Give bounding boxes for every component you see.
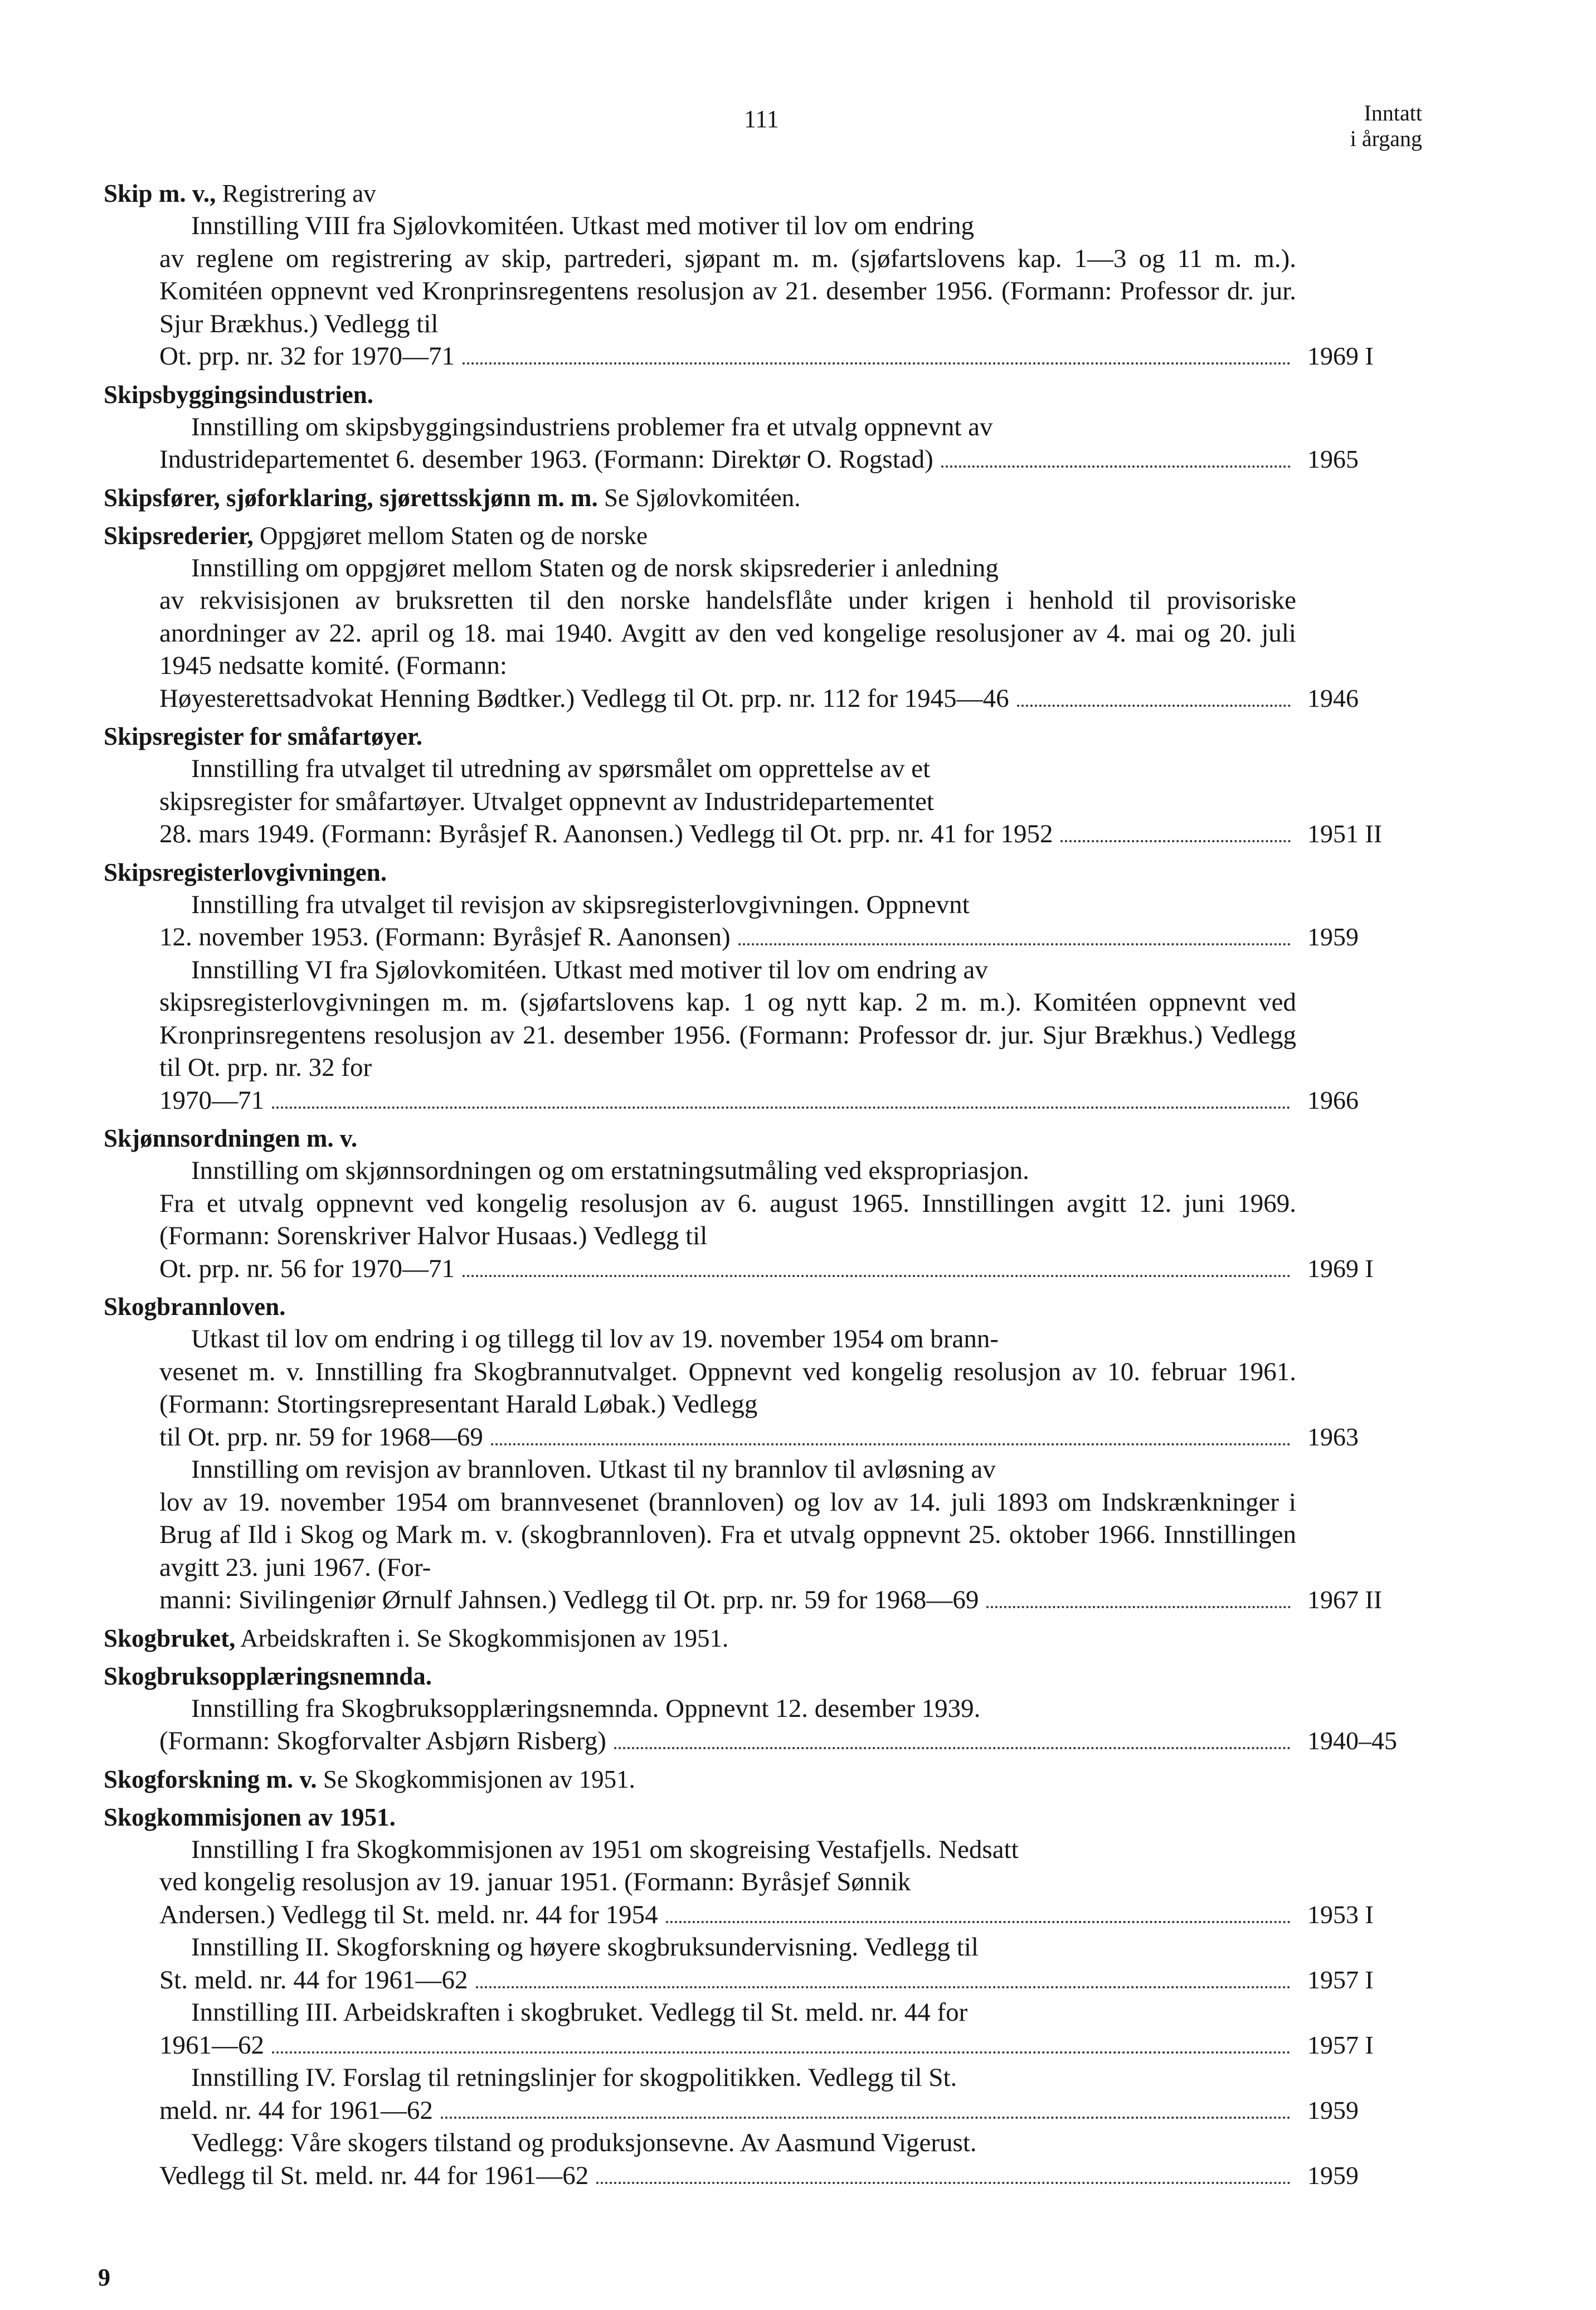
reference-last-line: Ot. prp. nr. 56 for 1970—71	[159, 1254, 455, 1283]
entry-reference	[104, 1692, 1419, 1758]
reference-last-line: Ot. prp. nr. 32 for 1970—71	[159, 342, 455, 371]
dot-leader	[491, 1443, 1291, 1445]
reference-first-line: Innstilling om revisjon av brannloven. Utkast til ny brannlov til avløsning av	[191, 1455, 996, 1484]
reference-first-line: Innstilling fra utvalget til utredning av spørsmålet om opprettelse av et	[191, 754, 931, 783]
volume-year: 1946	[1307, 683, 1359, 712]
entry-heading	[104, 520, 1419, 552]
entry-heading	[104, 1801, 1419, 1833]
index-entry	[104, 856, 1419, 1117]
reference-last-line: Vedlegg til St. meld. nr. 44 for 1961—62	[159, 2161, 589, 2190]
dot-leader	[476, 1986, 1291, 1988]
entry-heading-keyword: Skjønnsordningen m. v.	[104, 1124, 358, 1152]
dot-leader	[738, 943, 1291, 945]
volume-year: 1969 I	[1307, 342, 1374, 370]
index-entry	[104, 482, 1419, 514]
reference-last-line: 1970—71	[159, 1085, 264, 1115]
page-number: 111	[744, 105, 779, 133]
entry-heading-rest: Arbeidskraften i. Se Skogkommisjonen av 1951.	[235, 1624, 729, 1652]
reference-first-line: Innstilling om skjønnsordningen og om erstatningsutmåling ved ekspropriasjon.	[191, 1156, 1029, 1185]
entry-heading-rest: Registrering av	[216, 179, 376, 207]
entry-heading-keyword: Skipsbyggingsindustrien.	[104, 380, 373, 409]
reference-body: lov av 19. november 1954 om brannvesenet (brannloven) og lov av 14. juli 1893 om Indskrænkninger i Brug af Ild i Skog og Mark m. v. (skogbrannloven). Fra et utvalg oppnevnt 25. oktober 1966. Innstillingen avgitt 23. juni 1967. (For-	[159, 1487, 1296, 1582]
entry-heading-keyword: Skipsregister for småfartøyer.	[104, 722, 423, 750]
reference-last-line: Andersen.) Vedlegg til St. meld. nr. 44 for 1954	[159, 1900, 658, 1929]
index-entry	[104, 177, 1419, 373]
reference-last-line: St. meld. nr. 44 for 1961—62	[159, 1965, 468, 1994]
reference-body: skipsregisterlovgivningen m. m. (sjøfartslovens kap. 1 og nytt kap. 2 m. m.). Komitéen oppnevnt ved Kronprinsregentens resolusjon av 21. desember 1956. (Formann: Professor dr. jur. Sjur Brækhus.) Vedlegg til Ot. prp. nr. 32 for	[159, 988, 1296, 1082]
folio-number: 9	[98, 2264, 110, 2291]
volume-year: 1969 I	[1307, 1254, 1374, 1283]
volume-year: 1967 II	[1307, 1585, 1383, 1614]
reference-body: av reglene om registrering av skip, partrederi, sjøpant m. m. (sjøfartslovens kap. 1—3 og 11 m. m.). Komitéen oppnevnt ved Kronprinsregentens resolusjon av 21. desember 1956. (Formann: Professor dr. jur. Sjur Brækhus.) Vedlegg til	[159, 244, 1296, 338]
entry-heading-keyword: Skip m. v.,	[104, 179, 216, 207]
entry-heading	[104, 1660, 1419, 1692]
reference-last-line: meld. nr. 44 for 1961—62	[159, 2095, 433, 2125]
entry-reference	[104, 2127, 1419, 2192]
reference-first-line: Innstilling VI fra Sjølovkomitéen. Utkast med motiver til lov om endring av	[191, 955, 988, 984]
entry-heading	[104, 1290, 1419, 1323]
reference-first-line: Innstilling om skipsbyggingsindustriens problemer fra et utvalg oppnevnt av	[191, 412, 993, 441]
entry-heading-keyword: Skogbruksopplæringsnemnda.	[104, 1662, 432, 1690]
reference-first-line: Utkast til lov om endring i og tillegg til lov av 19. november 1954 om brann-	[191, 1324, 999, 1353]
entry-reference	[104, 552, 1419, 715]
index-entry	[104, 1801, 1419, 2192]
volume-year: 1959	[1307, 2161, 1359, 2190]
reference-first-line: Innstilling IV. Forslag til retningslinjer for skogpolitikken. Vedlegg til St.	[191, 2063, 957, 2092]
entry-reference	[104, 1996, 1419, 2061]
dot-leader	[1060, 839, 1291, 842]
reference-last-line: manni: Sivilingeniør Ørnulf Jahnsen.) Vedlegg til Ot. prp. nr. 59 for 1968—69	[159, 1585, 979, 1614]
column-header-line2: i årgang	[1350, 126, 1422, 151]
reference-first-line: Innstilling fra utvalget til revisjon av skipsregisterlovgivningen. Oppnevnt	[191, 890, 970, 919]
entry-reference	[104, 1323, 1419, 1453]
volume-year: 1957 I	[1307, 1965, 1374, 1994]
reference-last-line: (Formann: Skogforvalter Asbjørn Risberg)	[159, 1726, 606, 1755]
entry-heading-keyword: Skogbruket,	[104, 1624, 236, 1652]
column-header-line1: Inntatt	[1364, 100, 1422, 125]
index-entry	[104, 1622, 1419, 1654]
entry-heading-rest: Oppgjøret mellom Staten og de norske	[253, 521, 648, 550]
reference-first-line: Innstilling om oppgjøret mellom Staten og de norsk skipsrederier i anledning	[191, 553, 999, 583]
reference-body: ved kongelig resolusjon av 19. januar 1951. (Formann: Byråsjef Sønnik	[159, 1867, 911, 1896]
entry-heading	[104, 1763, 1419, 1795]
reference-last-line: Industridepartementet 6. desember 1963. (Formann: Direktør O. Rogstad)	[159, 445, 933, 474]
reference-first-line: Vedlegg: Våre skogers tilstand og produksjonsevne. Av Aasmund Vigerust.	[191, 2128, 977, 2157]
entry-reference	[104, 2061, 1419, 2127]
volume-year: 1951 II	[1307, 819, 1383, 848]
index-entry	[104, 1660, 1419, 1758]
dot-leader	[666, 1920, 1291, 1923]
entry-reference	[104, 889, 1419, 954]
entry-heading	[104, 1122, 1419, 1154]
entry-heading-keyword: Skipsrederier,	[104, 521, 254, 550]
reference-last-line: 12. november 1953. (Formann: Byråsjef R. Aanonsen)	[159, 923, 731, 952]
reference-first-line: Innstilling VIII fra Sjølovkomitéen. Utkast med motiver til lov om endring	[191, 211, 975, 240]
entry-heading-rest: Se Sjølovkomitéen.	[597, 483, 801, 512]
reference-last-line: til Ot. prp. nr. 59 for 1968—69	[159, 1422, 483, 1452]
reference-body: av rekvisisjonen av bruksretten til den norske handelsflåte under krigen i henhold til provisoriske anordninger av 22. april og 18. mai 1940. Avgitt av den ved kongelige resolusjoner av 4. mai og 20. juli 1945 nedsatte komité. (Formann:	[159, 586, 1296, 680]
column-header-inntatt	[1277, 100, 1422, 152]
entry-heading-keyword: Skogforskning m. v.	[104, 1765, 317, 1793]
reference-last-line: Høyesterettsadvokat Henning Bødtker.) Vedlegg til Ot. prp. nr. 112 for 1945—46	[159, 683, 1009, 713]
dot-leader	[1017, 704, 1291, 707]
volume-year: 1953 I	[1307, 1900, 1374, 1929]
entry-reference	[104, 1453, 1419, 1617]
volume-year: 1963	[1307, 1422, 1359, 1451]
dot-leader	[463, 1274, 1291, 1277]
entry-heading	[104, 177, 1419, 210]
dot-leader	[614, 1746, 1291, 1749]
reference-body: Fra et utvalg oppnevnt ved kongelig resolusjon av 6. august 1965. Innstillingen avgitt 12. juni 1969. (Formann: Sorenskriver Halvor Husaas.) Vedlegg til	[159, 1188, 1296, 1250]
index-entry	[104, 378, 1419, 476]
reference-first-line: Innstilling fra Skogbruksopplæringsnemnda. Oppnevnt 12. desember 1939.	[191, 1693, 981, 1723]
dot-leader	[463, 362, 1291, 365]
entry-heading-keyword: Skogbrannloven.	[104, 1293, 286, 1321]
entry-heading	[104, 378, 1419, 411]
dot-leader	[441, 2116, 1291, 2119]
reference-first-line: Innstilling III. Arbeidskraften i skogbruket. Vedlegg til St. meld. nr. 44 for	[191, 1998, 968, 2027]
index-entry	[104, 1763, 1419, 1795]
entry-reference	[104, 1931, 1419, 1996]
entry-reference	[104, 1833, 1419, 1932]
volume-year: 1940–45	[1307, 1726, 1397, 1755]
volume-year: 1959	[1307, 923, 1359, 951]
volume-year: 1957 I	[1307, 2030, 1374, 2059]
reference-body: vesenet m. v. Innstilling fra Skogbrannutvalget. Oppnevnt ved kongelig resolusjon av 10. februar 1961. (Formann: Stortingsrepresentant Harald Løbak.) Vedlegg	[159, 1357, 1296, 1419]
entry-reference	[104, 1154, 1419, 1285]
entry-heading-keyword: Skipsfører, sjøforklaring, sjørettsskjønn m. m.	[104, 483, 598, 512]
entry-heading	[104, 482, 1419, 514]
dot-leader	[941, 465, 1291, 468]
entry-reference	[104, 753, 1419, 851]
entry-heading-keyword: Skogkommisjonen av 1951.	[104, 1803, 396, 1831]
dot-leader	[272, 1106, 1291, 1109]
dot-leader	[596, 2181, 1291, 2184]
index-entry	[104, 1122, 1419, 1285]
reference-body: skipsregister for småfartøyer. Utvalget oppnevnt av Industridepartementet	[159, 787, 934, 816]
entry-reference	[104, 411, 1419, 476]
index-entry	[104, 720, 1419, 851]
reference-last-line: 28. mars 1949. (Formann: Byråsjef R. Aanonsen.) Vedlegg til Ot. prp. nr. 41 for 1952	[159, 819, 1053, 848]
index-entry	[104, 1290, 1419, 1617]
index-list	[104, 177, 1419, 2197]
reference-last-line: 1961—62	[159, 2030, 264, 2060]
entry-reference	[104, 210, 1419, 373]
dot-leader	[986, 1605, 1291, 1608]
volume-year: 1966	[1307, 1085, 1359, 1114]
entry-heading	[104, 856, 1419, 889]
dot-leader	[272, 2051, 1291, 2054]
index-entry	[104, 520, 1419, 715]
reference-first-line: Innstilling I fra Skogkommisjonen av 1951 om skogreising Vestafjells. Nedsatt	[191, 1835, 1019, 1864]
entry-heading	[104, 1622, 1419, 1654]
entry-heading-keyword: Skipsregisterlovgivningen.	[104, 858, 387, 886]
entry-heading-rest: Se Skogkommisjonen av 1951.	[317, 1765, 635, 1793]
entry-heading	[104, 720, 1419, 753]
volume-year: 1965	[1307, 445, 1359, 473]
entry-reference	[104, 954, 1419, 1117]
volume-year: 1959	[1307, 2095, 1359, 2124]
reference-first-line: Innstilling II. Skogforskning og høyere skogbruksundervisning. Vedlegg til	[191, 1933, 979, 1962]
